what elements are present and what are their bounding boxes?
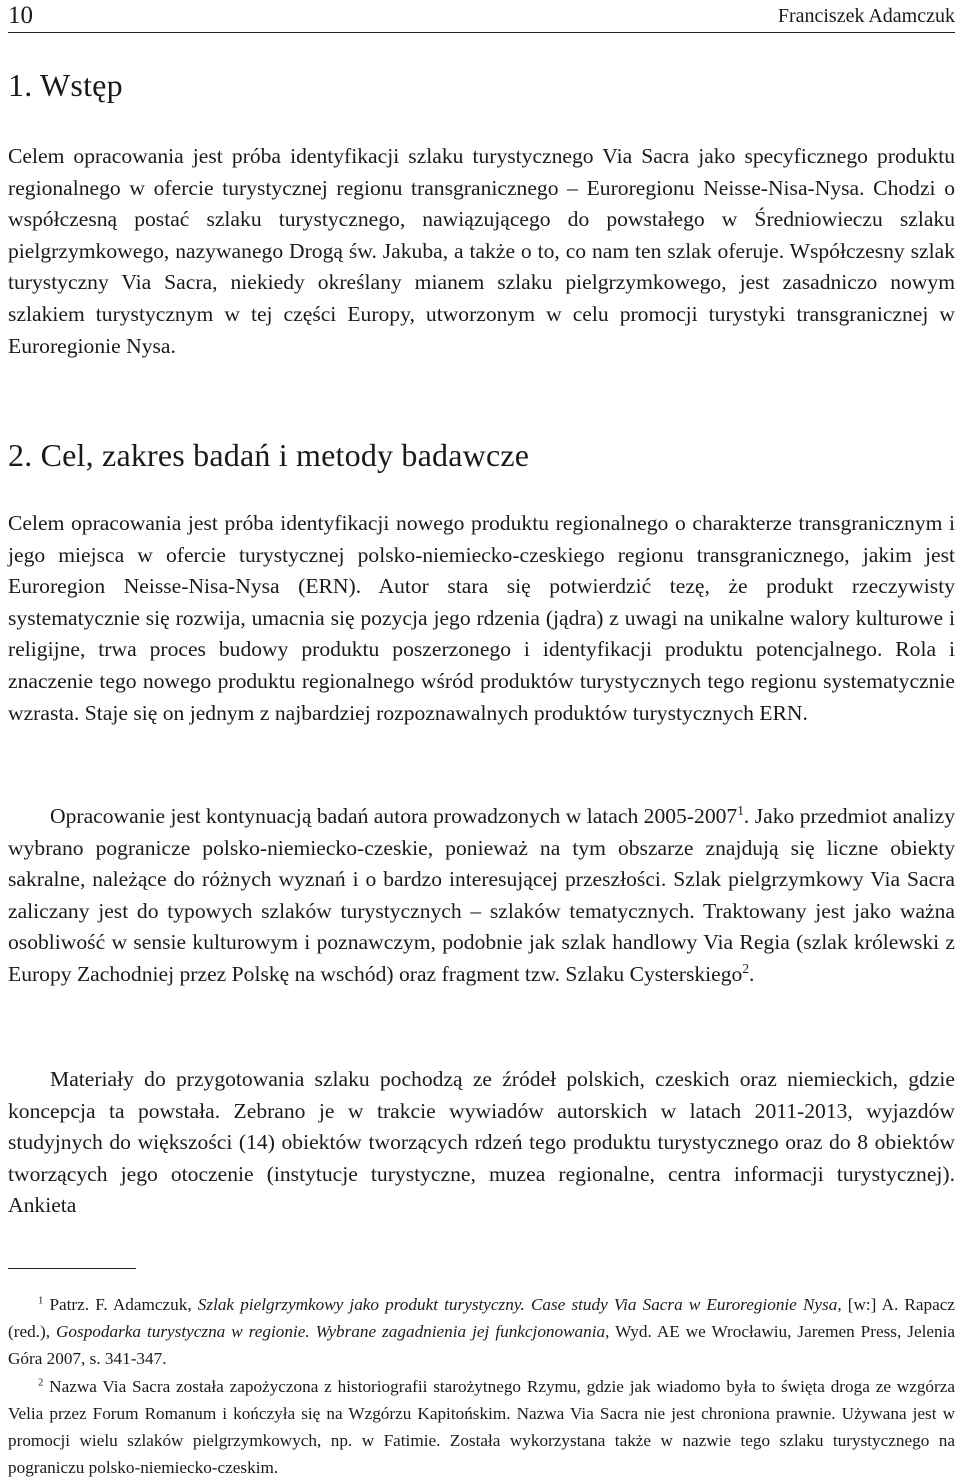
footnote-ref-2[interactable]: 2 xyxy=(742,960,750,976)
footnote-1-text-c: , [w:] A. Rapacz (red.), xyxy=(8,1295,956,1341)
footnote-ref-1[interactable]: 1 xyxy=(737,802,744,818)
footnote-1-text-a: Patrz. F. Adamczuk, xyxy=(49,1295,198,1314)
section-heading-introduction: 1. Wstęp xyxy=(8,67,123,103)
aims-paragraph: Celem opracowania jest próba identyfikacji nowego produktu regionalnego o charakterze transgranicznym i jego miejsca w ofercie turystycznej polsko-niemiecko-czeskiego regionu transgranicznego, jakim jest Euroregion Neisse-Nisa-Nysa (ERN). Autor stara się potwierdzić tezę, że produkt rzeczywisty systematycznie się rozwija, umacnia się pozycja jego rdzenia (jądra) z uwagi na unikalne walory kulturowe i religijne, trwa proces budowy produktu poszerzonego i identyfikacji produktu potencjalnego. Rola i znaczenie tego nowego produktu regionalnego wśród produktów turystycznych tego regionu systematycznie wzrasta. Staje się on jednym z najbardziej rozpoznawalnych produktów turystycznych ERN. xyxy=(8,511,955,725)
page-header xyxy=(8,2,955,33)
footnote-separator xyxy=(8,1268,136,1269)
continuation-text-middle: . Jako przedmiot analizy wybrano pogranicze polsko-niemiecko-czeskie, ponieważ na tym obszarze znajdują się liczne obiekty sakralne, należące do różnych wyznań i o bardzo interesującej przeszłości. Szlak pielgrzymkowy Via Sacra zaliczany jest do typowych szlaków turystycznych – szlaków tematycznych. Traktowany jest jako ważna osobliwość w sensie kulturowym i poznawczym, podobnie jak szlak handlowy Via Regia (szlak królewski z Europy Zachodniej przez Polskę na wschód) oraz fragment tzw. Szlaku Cysterskiego xyxy=(8,804,955,986)
introduction-paragraph: Celem opracowania jest próba identyfikacji szlaku turystycznego Via Sacra jako specyficznego produktu regionalnego w ofercie turystycznej regionu transgranicznego – Euroregionu Neisse-Nisa-Nysa. Chodzi o współczesną postać szlaku turystycznego, nawiązującego do powstałego w Średniowieczu szlaku pielgrzymkowego, nazywanego Drogą św. Jakuba, a także o to, co nam ten szlak oferuje. Współczesny szlak turystyczny Via Sacra, niekiedy określany mianem szlaku pielgrzymkowego, jest zasadniczo nowym szlakiem turystycznym w tej części Europy, utworzonym w celu promocji turystyki transgranicznej w Euroregionie Nysa. xyxy=(8,144,955,358)
footnote-1-title-italic: Szlak pielgrzymkowy jako produkt turystyczny. Case study Via Sacra w Euroregionie Nysa xyxy=(197,1295,838,1314)
section-heading-aims-methods: 2. Cel, zakres badań i metody badawcze xyxy=(8,437,530,473)
footnote-1-book-italic: Gospodarka turystyczna w regionie. Wybrane zagadnienia jej funkcjonowania xyxy=(56,1322,606,1341)
footnote-number-1: 1 xyxy=(38,1295,44,1307)
footnote-number-2: 2 xyxy=(38,1377,44,1389)
materials-paragraph: Materiały do przygotowania szlaku pochodzą ze źródeł polskich, czeskich oraz niemieckich, gdzie koncepcja ta powstała. Zebrano je w trakcie wywiadów autorskich w latach 2011-2013, wyjazdów studyjnych do większości (14) obiektów tworzących rdzeń tego produktu turystycznego oraz do 8 obiektów tworzących jego otoczenie (instytucje turystyczne, muzea regionalne, centra informacji turystycznej). Ankieta xyxy=(8,1067,955,1218)
footnote-1 xyxy=(8,1291,955,1372)
running-head-author: Franciszek Adamczuk xyxy=(777,5,955,27)
footnote-2 xyxy=(8,1373,955,1481)
continuation-paragraph xyxy=(8,801,955,991)
continuation-text-start: Opracowanie jest kontynuacją badań autora prowadzonych w latach 2005-2007 xyxy=(50,804,738,828)
footnote-2-text: Nazwa Via Sacra została zapożyczona z historiografii starożytnego Rzymu, gdzie jak wiadomo była to święta droga ze wzgórza Velia przez Forum Romanum i kończyła się na Wzgórzu Kapitońskim. Nazwa Via Sacra nie jest chroniona prawnie. Używana jest w promocji wielu szlaków pielgrzymkowych, np. w Fatimie. Została wykorzystana także w nazwie tego szlaku turystycznego na pograniczu polsko-niemiecko-czeskim. xyxy=(8,1377,955,1477)
continuation-text-end: . xyxy=(749,961,755,986)
footnote-1-text-e: , Wyd. AE we Wrocławiu, Jaremen Press, Jelenia Góra 2007, s. 341-347. xyxy=(8,1322,955,1368)
page-number: 10 xyxy=(8,2,33,29)
